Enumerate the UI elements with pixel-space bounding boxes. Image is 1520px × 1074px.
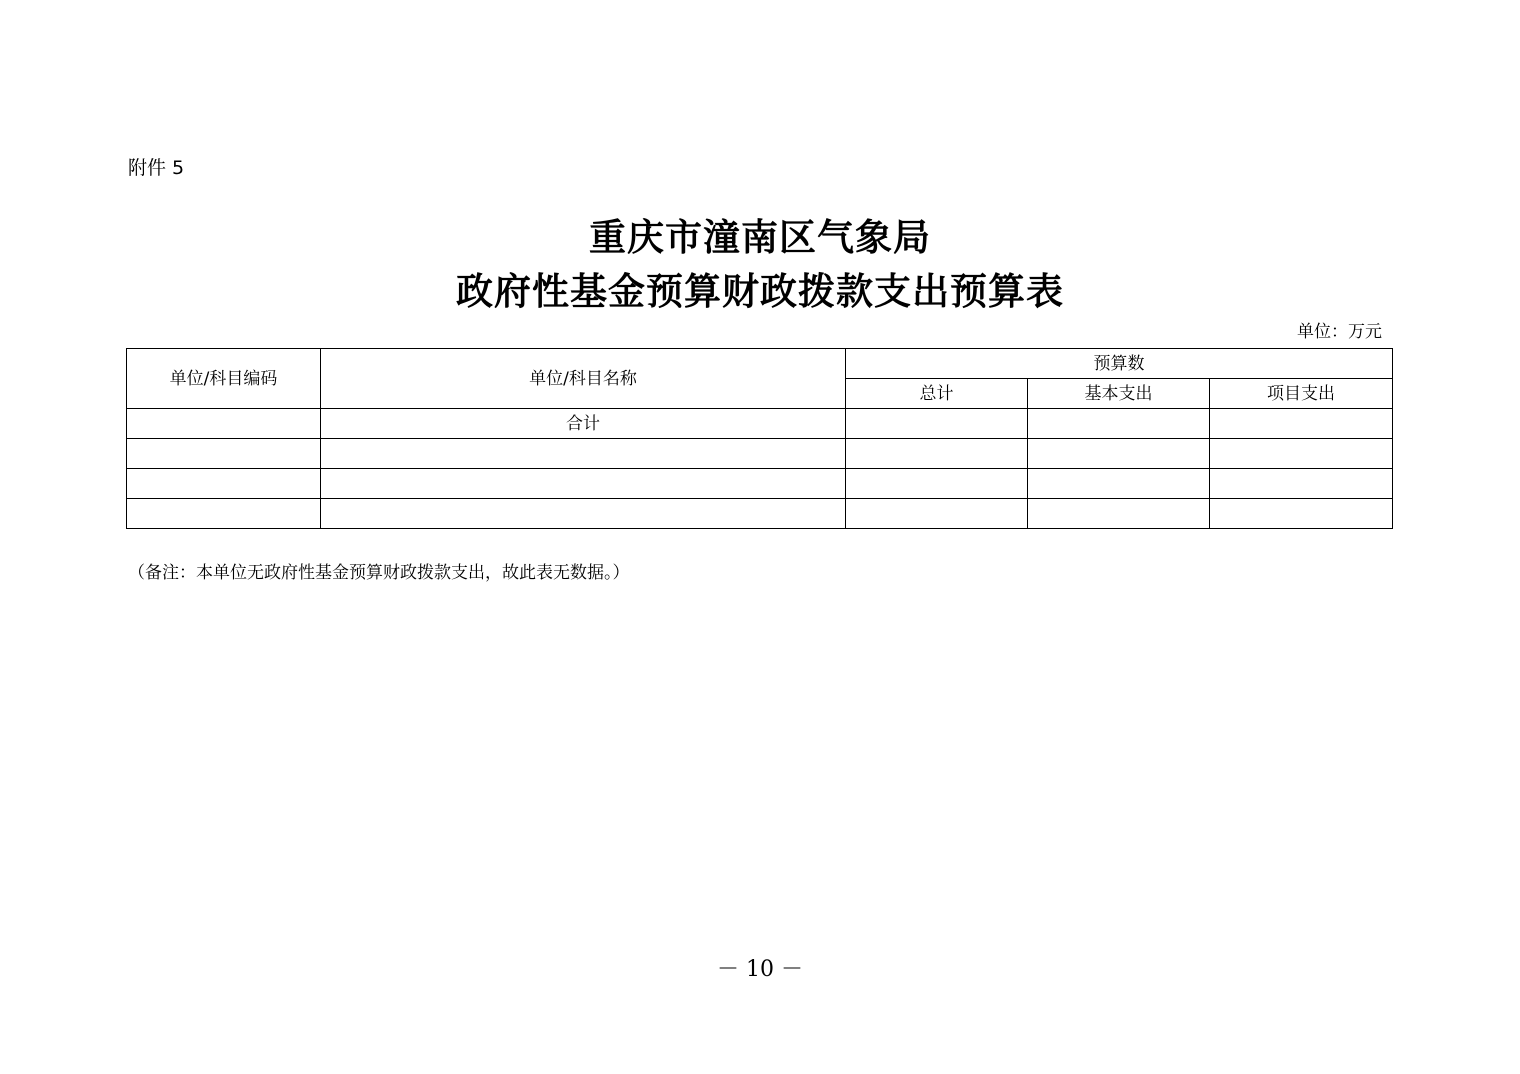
table-note: （备注：本单位无政府性基金预算财政拨款支出，故此表无数据。）: [128, 563, 630, 583]
cell-basic: [1028, 499, 1210, 529]
cell-total: [846, 499, 1028, 529]
cell-name: [321, 439, 846, 469]
document-title-line2: 政府性基金预算财政拨款支出预算表: [456, 270, 1064, 313]
table-row: [127, 409, 1393, 439]
cell-total: [846, 409, 1028, 439]
cell-name: 合计: [321, 409, 846, 439]
header-code: 单位/科目编码: [127, 349, 321, 409]
cell-code: [127, 469, 321, 499]
unit-label: 单位：万元: [1297, 322, 1382, 342]
cell-project: [1210, 469, 1393, 499]
cell-basic: [1028, 469, 1210, 499]
header-total: 总计: [846, 379, 1028, 409]
attachment-label: 附件 5: [128, 157, 185, 179]
cell-code: [127, 499, 321, 529]
cell-code: [127, 409, 321, 439]
cell-total: [846, 439, 1028, 469]
cell-project: [1210, 439, 1393, 469]
table-row: [127, 439, 1393, 469]
cell-name: [321, 469, 846, 499]
cell-basic: [1028, 409, 1210, 439]
cell-project: [1210, 409, 1393, 439]
cell-code: [127, 439, 321, 469]
budget-table: [126, 348, 1393, 529]
header-basic: 基本支出: [1028, 379, 1210, 409]
header-project: 项目支出: [1210, 379, 1393, 409]
cell-project: [1210, 499, 1393, 529]
page-number: － 10 －: [717, 957, 803, 982]
table-header-row: [127, 349, 1393, 379]
cell-basic: [1028, 439, 1210, 469]
header-name: 单位/科目名称: [321, 349, 846, 409]
table-row: [127, 469, 1393, 499]
table-row: [127, 499, 1393, 529]
cell-total: [846, 469, 1028, 499]
header-budget-group: 预算数: [846, 349, 1393, 379]
cell-name: [321, 499, 846, 529]
document-title-line1: 重庆市潼南区气象局: [589, 216, 931, 259]
